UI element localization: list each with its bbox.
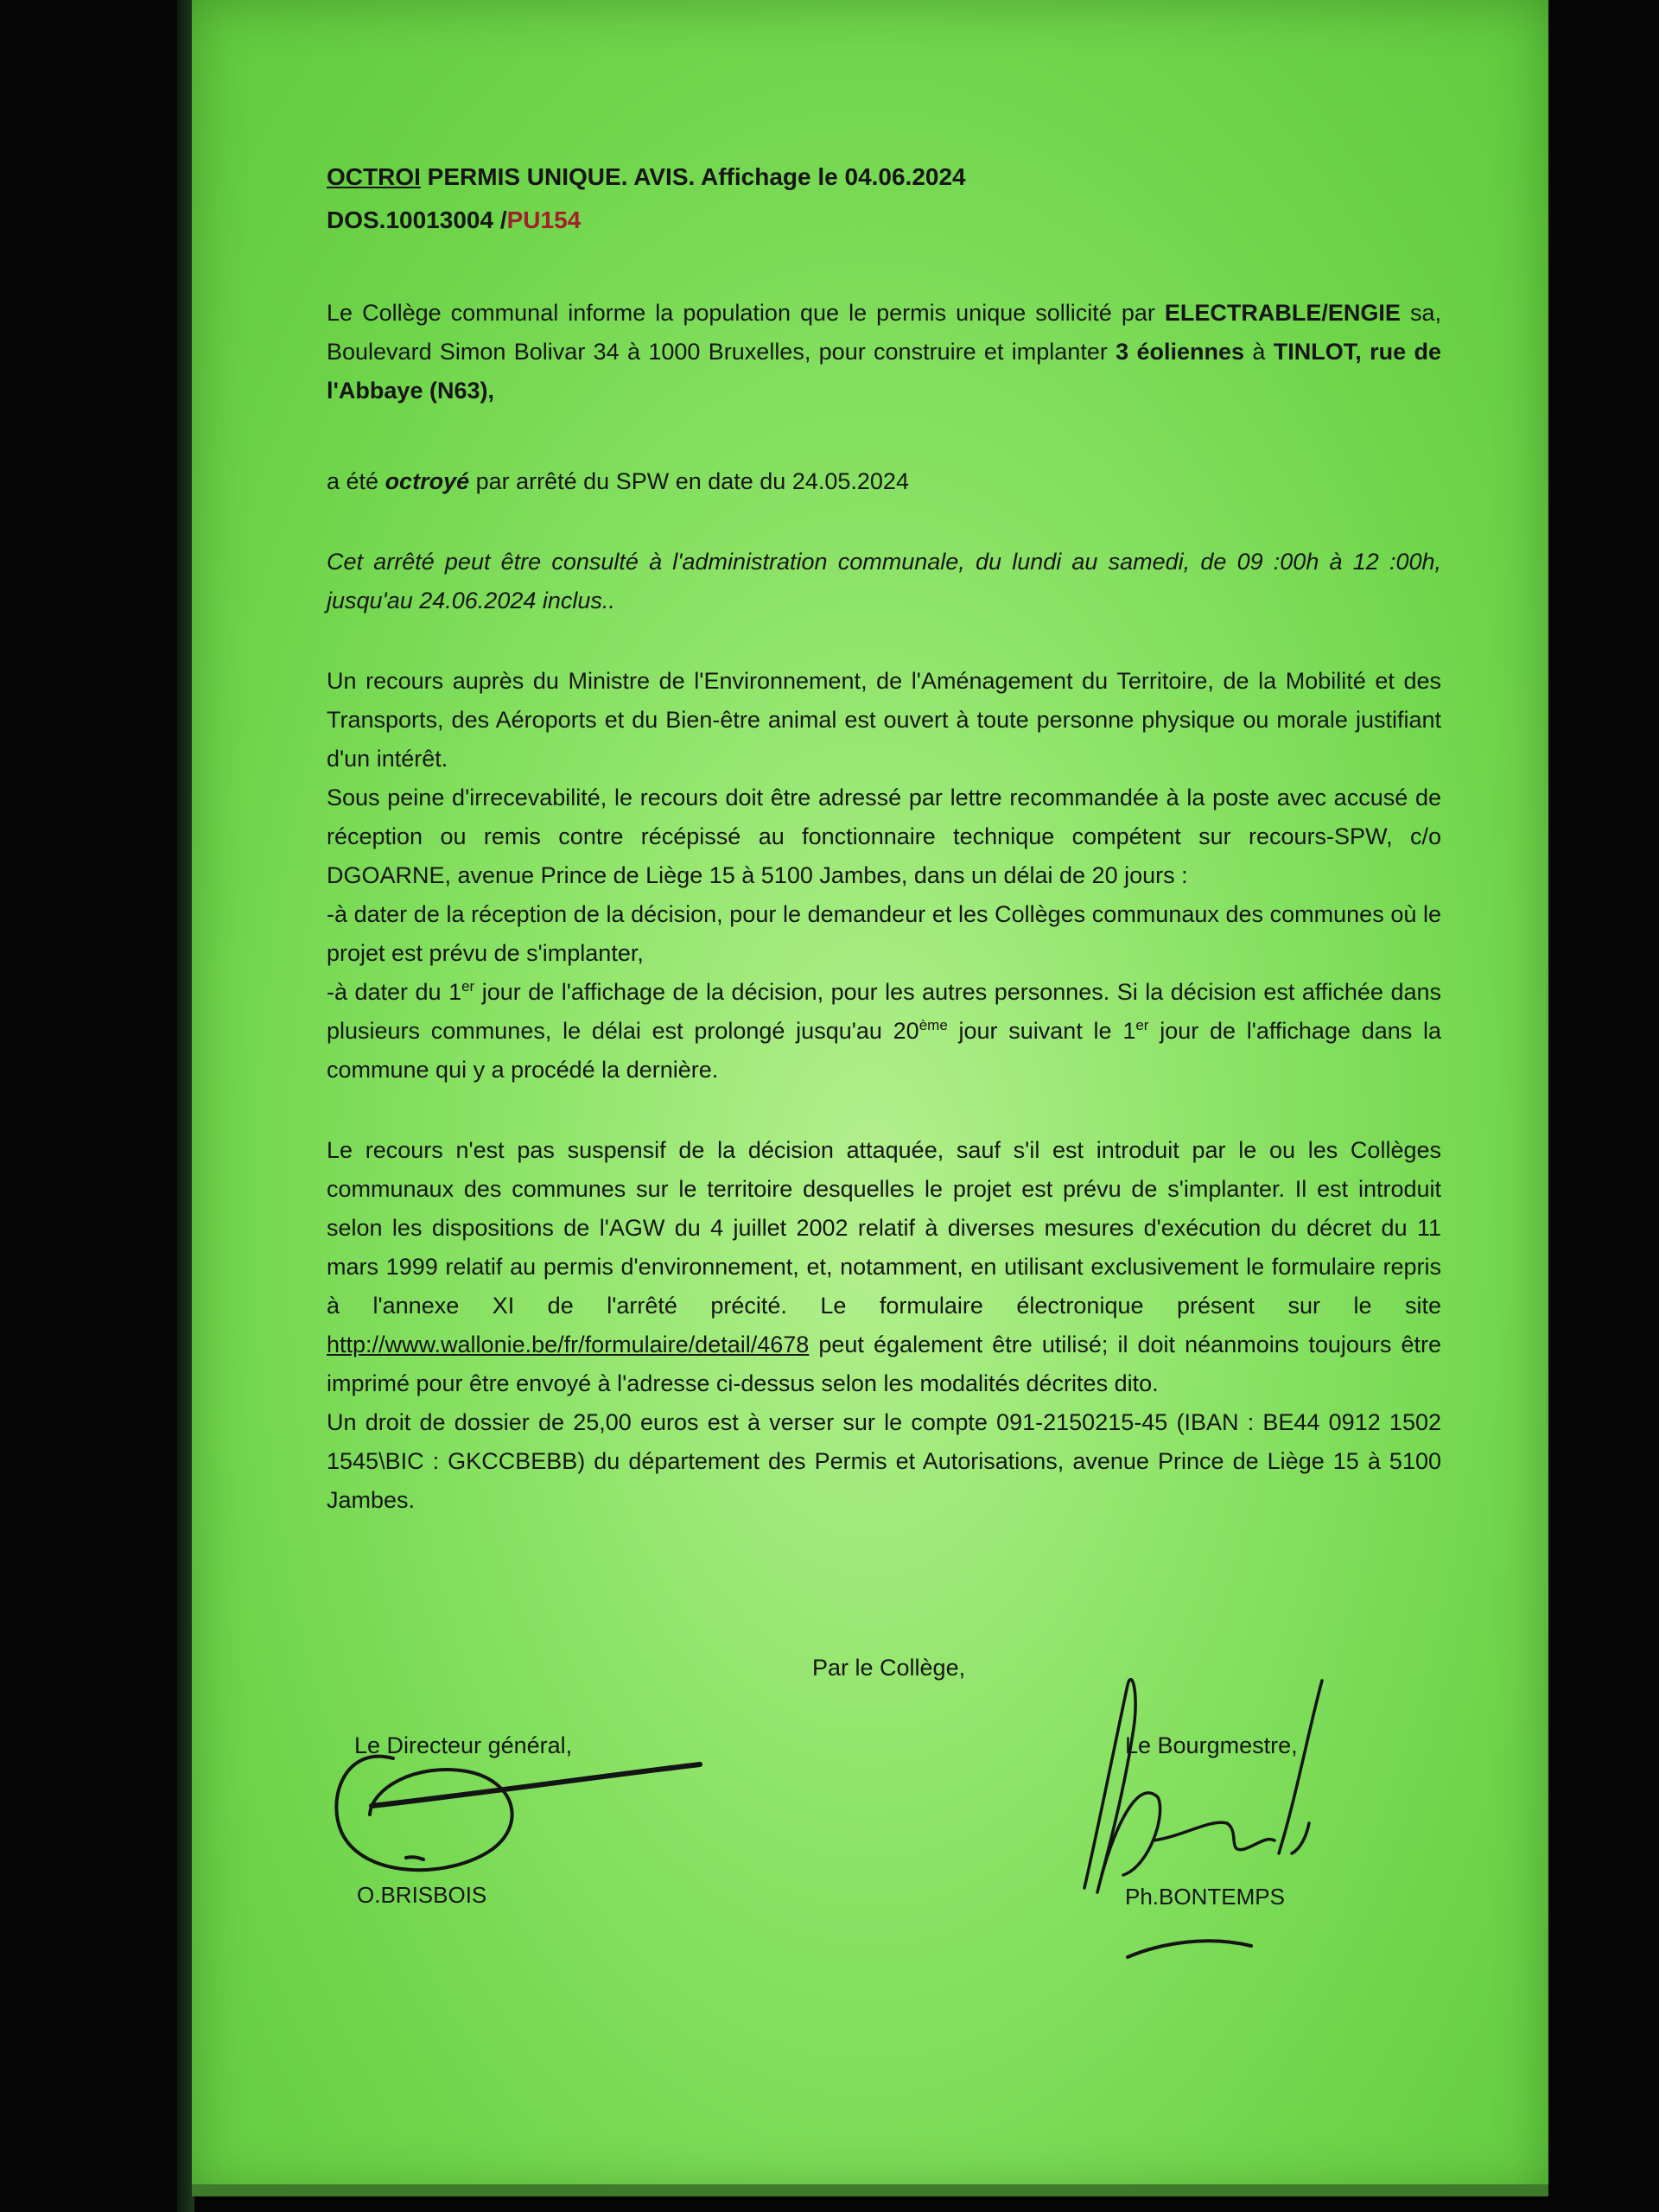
applicant-name: ELECTRABLE/ENGIE (1164, 300, 1401, 326)
appeal-p4-sup1: er (461, 978, 475, 995)
panel-bottom-edge (192, 2184, 1548, 2196)
by-college-label: Par le Collège, (812, 1655, 966, 1681)
intro-paragraph (327, 294, 1441, 410)
dossier-reference (327, 199, 1441, 242)
consultation-paragraph: Cet arrêté peut être consulté à l'administration communale, du lundi au samedi, de 09 :00h à 12 :00h, jusqu'au 24.06.2024 inclus.. (327, 549, 1441, 613)
suspensive-paragraph (327, 1131, 1441, 1403)
appeal-p4-sup2: ème (918, 1017, 948, 1033)
granted-text-2: par arrêté du SPW en date du 24.05.2024 (469, 468, 909, 494)
appeal-p4-b: jour de l'affichage de la décision, pour les autres personnes. Si la décision est affichée dans plusieurs communes, le délai est prolongé jusqu'au 20 (327, 979, 1441, 1044)
appeal-p4-sup3: er (1135, 1017, 1149, 1033)
mayor-name: Ph.BONTEMPS (1125, 1884, 1285, 1910)
granted-line (327, 462, 1441, 501)
title-rest: PERMIS UNIQUE. AVIS. Affichage le 04.06.2024 (420, 163, 966, 190)
project-object: 3 éoliennes (1116, 339, 1245, 365)
intro-text-1: Le Collège communal informe la population que le permis unique sollicité par (327, 300, 1165, 326)
notice-header (327, 156, 1441, 242)
octroi-word: OCTROI (327, 163, 421, 190)
notice-document (327, 156, 1441, 1520)
dossier-number: DOS.10013004 / (327, 207, 507, 233)
appeal-paragraph-1: Un recours auprès du Ministre de l'Environnement, de l'Aménagement du Territoire, de la Mobilité et des Transports, des Aéroports et du Bien-être animal est ouvert à toute personne physique ou morale justifiant d'un intérêt. (327, 668, 1441, 772)
dossier-code: PU154 (506, 207, 582, 233)
suspensive-text-2: peut également être utilisé; il doit néanmoins toujours être imprimé pour être envoyé à l'adresse ci-dessus selon les modalités décrites dito. (327, 1332, 1441, 1396)
fee-paragraph: Un droit de dossier de 25,00 euros est à verser sur le compte 091-2150215-45 (IBAN : BE44 0912 1502 1545\BIC : GKCCBEBB) du département des Permis et Autorisations, avenue Prince de Liège 15 à 5100 Jambes. (327, 1409, 1441, 1513)
notice-title (327, 156, 1441, 199)
project-location: TINLOT, rue de l'Abbaye (N63), (327, 339, 1441, 404)
granted-text-1: a été (327, 468, 385, 494)
suspensive-text-1: Le recours n'est pas suspensif de la décision attaquée, sauf s'il est introduit par le ou les Collèges communaux des communes sur le territoire desquelles le projet est prévu de s'implanter. Il est introduit selon les dispositions de l'AGW du 4 juillet 2002 relatif à diverses mesures d'exécution du décret du 11 mars 1999 relatif au permis d'environnement, et, notamment, en utilisant exclusivement le formulaire repris à l'annexe XI de l'arrêté précité. Le formulaire électronique présent sur le site (327, 1137, 1441, 1319)
form-url-link[interactable]: http://www.wallonie.be/fr/formulaire/detail/4678 (327, 1332, 810, 1357)
appeal-p4-d: jour de l'affichage dans la commune qui y a procédé la dernière. (327, 1018, 1442, 1083)
granted-word: octroyé (385, 468, 470, 494)
intro-text-3: à (1244, 339, 1274, 365)
director-title: Le Directeur général, (354, 1732, 573, 1758)
appeal-p4-a: -à dater du 1 (327, 979, 462, 1005)
appeal-paragraph-3: -à dater de la réception de la décision, pour le demandeur et les Collèges communaux des communes où le projet est prévu de s'implanter, (327, 901, 1441, 966)
intro-text-2: sa, Boulevard Simon Bolivar 34 à 1000 Bruxelles, pour construire et implanter (327, 300, 1441, 365)
mayor-title: Le Bourgmestre, (1125, 1732, 1298, 1758)
appeal-paragraph-2: Sous peine d'irrecevabilité, le recours doit être adressé par lettre recommandée à la poste avec accusé de réception ou remis contre récépissé au fonctionnaire technique compétent sur recours-SPW, c/o DGOARNE, avenue Prince de Liège 15 à 5100 Jambes, dans un délai de 20 jours : (327, 785, 1441, 888)
appeal-paragraph-4 (327, 973, 1441, 1090)
appeal-p4-c: jour suivant le 1 (947, 1018, 1136, 1044)
director-name: O.BRISBOIS (357, 1882, 487, 1908)
